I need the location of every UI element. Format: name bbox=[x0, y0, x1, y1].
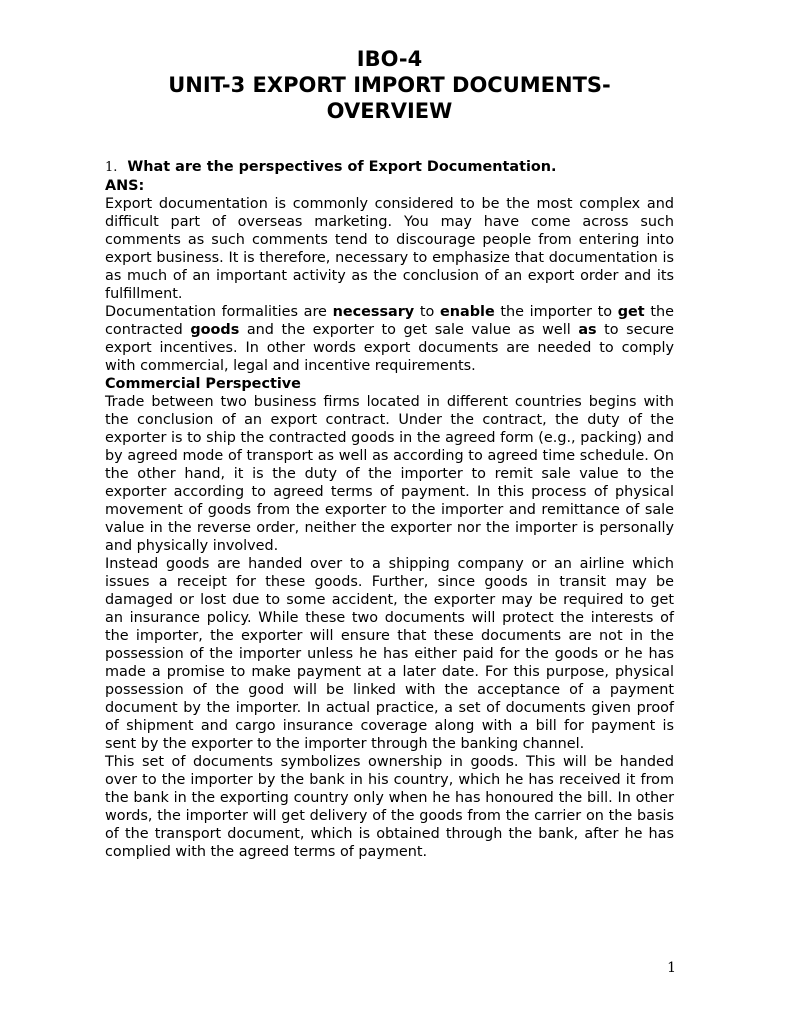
section-subheading: Commercial Perspective bbox=[105, 376, 301, 392]
paragraph-trade: Trade between two business firms located in different countries begins with the conclusion of an export contract. Under the contract, the duty of the exporter is to ship the contracted goods in the agreed form (e.g., packing) and by agreed mode of transport as well as according to agreed time schedule. On the other hand, it is the duty of the importer to remit sale value to the exporter according to agreed terms of payment. In this process of physical movement of goods from the exporter to the importer and remittance of sale value in the reverse order, neither the exporter nor the importer is personally and physically involved. bbox=[105, 394, 674, 554]
page-number: 1 bbox=[667, 960, 676, 976]
unit-title-line-2: OVERVIEW bbox=[326, 99, 453, 123]
text-run: Documentation formalities are bbox=[105, 304, 333, 320]
bold-run: get bbox=[617, 304, 645, 320]
question-number: 1. bbox=[105, 160, 118, 175]
paragraph-ownership: This set of documents symbolizes ownership in goods. This will be handed over to the importer by the bank in his country, which he has received it from the bank in the exporting country only when he has honoured the bill. In other words, the importer will get delivery of the goods from the carrier on the basis of the transport document, which is obtained through the bank, after he has complied with the agreed terms of payment. bbox=[105, 754, 674, 860]
paragraph-goods-handover: Instead goods are handed over to a shipping company or an airline which issues a receipt for these goods. Further, since goods in transit may be damaged or lost due to some accident, the exporter may be required to get an insurance policy. While these two documents will protect the interests of the importer, the exporter will ensure that these documents are not in the possession of the importer unless he has either paid for the goods or he has made a promise to make payment at a later date. For this purpose, physical possession of the good will be linked with the acceptance of a payment document by the importer. In actual practice, a set of documents given proof of shipment and cargo insurance coverage along with a bill for payment is sent by the exporter to the importer through the banking channel. bbox=[105, 556, 674, 752]
bold-run: goods bbox=[190, 322, 240, 338]
answer-label: ANS: bbox=[105, 178, 145, 194]
text-run: to secure export incentives. In other words export documents are needed to comply with commercial, legal and incentive requirements. bbox=[105, 322, 674, 374]
document-title bbox=[100, 46, 679, 124]
bold-run: necessary bbox=[332, 304, 415, 320]
paragraph-formalities bbox=[105, 303, 674, 375]
text-run: and the exporter to get sale value as well bbox=[239, 322, 579, 338]
unit-title-line-1: UNIT-3 EXPORT IMPORT DOCUMENTS- bbox=[168, 73, 611, 97]
text-run: the importer to bbox=[494, 304, 618, 320]
bold-run: as bbox=[578, 322, 597, 338]
paragraph-intro: Export documentation is commonly considered to be the most complex and difficult part of overseas marketing. You may have come across such comments as such comments tend to discourage people from entering into export business. It is therefore, necessary to emphasize that documentation is as much of an important activity as the conclusion of an export order and its fulfillment. bbox=[105, 196, 674, 302]
question-heading bbox=[105, 158, 674, 177]
document-body bbox=[105, 158, 674, 861]
text-run: to bbox=[414, 304, 440, 320]
course-code: IBO-4 bbox=[356, 47, 423, 71]
text-run: the contracted bbox=[105, 304, 674, 338]
question-text: What are the perspectives of Export Documentation. bbox=[127, 159, 557, 175]
bold-run: enable bbox=[440, 304, 495, 320]
